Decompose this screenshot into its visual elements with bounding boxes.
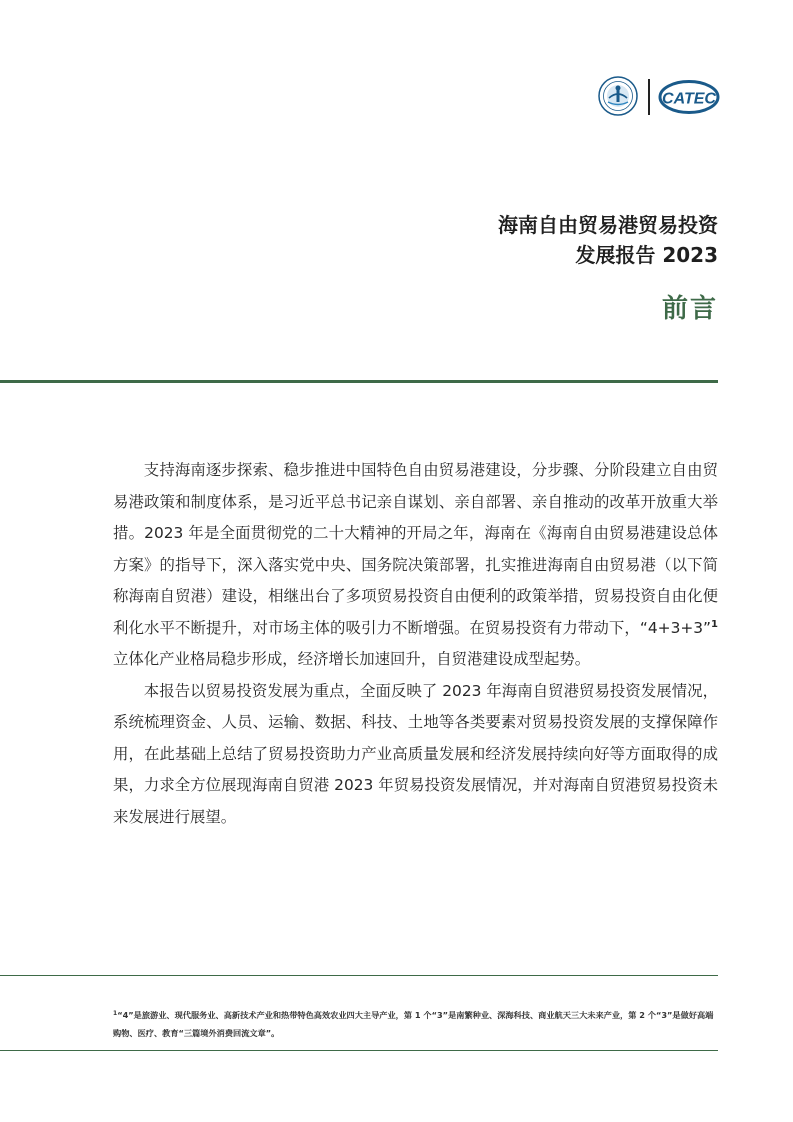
body-text bbox=[113, 455, 718, 833]
footnote-divider-top bbox=[0, 975, 718, 976]
catec-logo-text: CATEC bbox=[662, 90, 716, 108]
title-line-2: 发展报告 2023 bbox=[575, 243, 718, 267]
section-heading: 前言 bbox=[661, 294, 718, 324]
logo-divider bbox=[648, 79, 650, 115]
paragraph-2: 本报告以贸易投资发展为重点，全面反映了 2023 年海南自贸港贸易投资发展情况，系统梳理资金、人员、运输、数据、科技、土地等各类要素对贸易投资发展的支撑保障作用，在此基础上总结了贸易投资助力产业高质量发展和经济发展持续向好等方面取得的成果，力求全方位展现海南自贸港 2023 年贸易投资发展情况，并对海南自贸港贸易投资未来发展进行展望。 bbox=[113, 681, 718, 826]
footnote-number: 1 bbox=[113, 1010, 118, 1017]
footnote-marker: 1 bbox=[711, 618, 718, 630]
footnote-text: “4”是旅游业、现代服务业、高新技术产业和热带特色高效农业四大主导产业，第 1 个“3”是南繁种业、深海科技、商业航天三大未来产业，第 2 个“3”是做好高端购物、医疗、教育“三篇境外消费回流文章”。 bbox=[113, 1010, 714, 1038]
header-logos bbox=[598, 76, 720, 118]
header-divider bbox=[0, 380, 718, 383]
footnote-divider-bottom bbox=[0, 1050, 718, 1051]
report-title bbox=[498, 210, 718, 270]
title-line-1: 海南自由贸易港贸易投资 bbox=[498, 213, 718, 237]
paragraph-1-part-1: 支持海南逐步探索、稳步推进中国特色自由贸易港建设，分步骤、分阶段建立自由贸易港政策和制度体系，是习近平总书记亲自谋划、亲自部署、亲自推动的改革开放重大举措。2023 年是全面贯彻党的二十大精神的开局之年，海南在《海南自由贸易港建设总体方案》的指导下，深入落实党中央、国务院决策部署，扎实推进海南自由贸易港（以下简称海南自贸港）建设，相继出台了多项贸易投资自由便利的政策举措，贸易投资自由化便利化水平不断提升，对市场主体的吸引力不断增强。在贸易投资有力带动下，“4+3+3” bbox=[113, 461, 718, 637]
catec-logo bbox=[658, 79, 720, 115]
paragraph-1 bbox=[113, 455, 718, 676]
footnote bbox=[113, 1006, 718, 1042]
university-seal-logo bbox=[598, 76, 638, 116]
paragraph-1-part-2: 立体化产业格局稳步形成，经济增长加速回升，自贸港建设成型起势。 bbox=[113, 650, 591, 668]
